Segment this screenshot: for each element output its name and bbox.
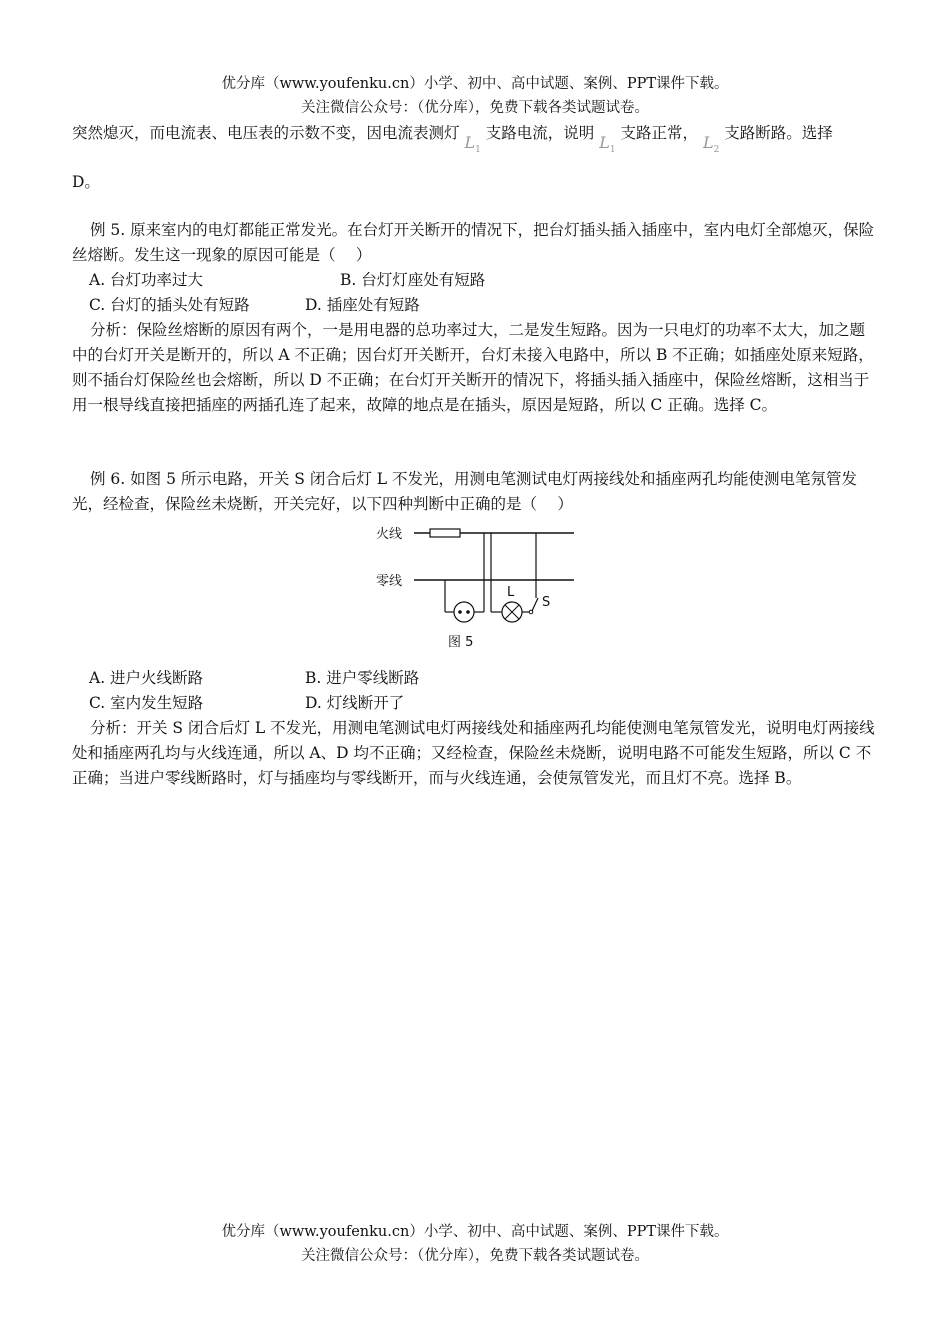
top-continuation	[72, 120, 880, 156]
example-5-option-a: A. 台灯功率过大	[89, 271, 204, 289]
fuse-symbol	[430, 529, 460, 537]
example-5-option-b: B. 台灯灯座处有短路	[340, 271, 486, 289]
example-5-option-d: D. 插座处有短路	[305, 296, 420, 314]
header-line-2: 关注微信公众号：（优分库），免费下载各类试题试卷。	[301, 100, 649, 116]
example-5-option-c: C. 台灯的插头处有短路	[89, 296, 250, 314]
lamp-label: L	[507, 585, 515, 600]
example-5-analysis: 分析：保险丝熔断的原因有两个，一是用电器的总功率过大，二是发生短路。因为一只电灯的功率不太大，加之题中的台灯开关是断开的，所以 A 不正确；因台灯开关断开，台灯未接入电路中，所以 B 不正确；如插座处原来短路，则不插台灯保险丝也会熔断，所以 D 不正确；在台灯开关断开的情况下，将插头插入插座中，保险丝熔断，这相当于用一根导线直接把插座的两插孔连了起来，故障的地点是在插头，原因是短路，所以 C 正确。选择 C。	[72, 321, 874, 414]
switch-blade	[532, 598, 538, 611]
example-5-question: 例 5. 原来室内的电灯都能正常发光。在台灯开关断开的情况下，把台灯插头插入插座中，室内电灯全部熄灭，保险丝熔断。发生这一现象的原因可能是（ ）	[72, 221, 875, 264]
symbol-L1-a: $L_1$	[464, 133, 481, 156]
top-text-3: 支路正常，	[620, 124, 699, 142]
footer-line-1: 优分库（www.youfenku.cn）小学、初中、高中试题、案例、PPT课件下载。	[221, 1224, 729, 1240]
neutral-wire-label: 零线	[376, 574, 403, 589]
header-line-1: 优分库（www.youfenku.cn）小学、初中、高中试题、案例、PPT课件下载。	[221, 76, 729, 92]
example-6-option-a: A. 进户火线断路	[89, 669, 204, 687]
top-continuation-end: D。	[72, 173, 100, 191]
footer-line-2: 关注微信公众号：（优分库），免费下载各类试题试卷。	[301, 1248, 649, 1264]
symbol-L1-b: $L_1$	[599, 133, 616, 156]
socket-hole-left	[458, 610, 462, 614]
top-text-1: 突然熄灭，而电流表、电压表的示数不变，因电流表测灯	[72, 124, 460, 142]
top-text-2: 支路电流，说明	[485, 124, 595, 142]
example-6-question: 例 6. 如图 5 所示电路，开关 S 闭合后灯 L 不发光，用测电笔测试电灯两接线处和插座两孔均能使测电笔氖管发光，经检查，保险丝未烧断，开关完好，以下四种判断中正确的是（ ）	[72, 470, 857, 513]
example-6-option-d: D. 灯线断开了	[305, 694, 405, 712]
circuit-diagram	[370, 518, 580, 658]
socket-hole-right	[466, 610, 470, 614]
switch-label: S	[542, 595, 551, 610]
symbol-L2: $L_2$	[702, 133, 720, 156]
example-6-option-c: C. 室内发生短路	[89, 694, 204, 712]
live-wire-label: 火线	[376, 527, 403, 542]
socket-symbol	[454, 602, 474, 622]
circuit-figure	[370, 518, 580, 658]
example-6-option-b: B. 进户零线断路	[305, 669, 420, 687]
figure-caption: 图 5	[448, 635, 474, 650]
example-6-analysis: 分析：开关 S 闭合后灯 L 不发光，用测电笔测试电灯两接线处和插座两孔均能使测电笔氖管发光，说明电灯两接线处和插座两孔均与火线连通，所以 A、D 均不正确；又经检查，保险丝未烧断，说明电路不可能发生短路，所以 C 不正确；当进户零线断路时，灯与插座均与零线断开，而与火线连通，会使氖管发光，而且灯不亮。选择 B。	[72, 719, 875, 787]
top-text-4: 支路断路。选择	[724, 124, 833, 142]
